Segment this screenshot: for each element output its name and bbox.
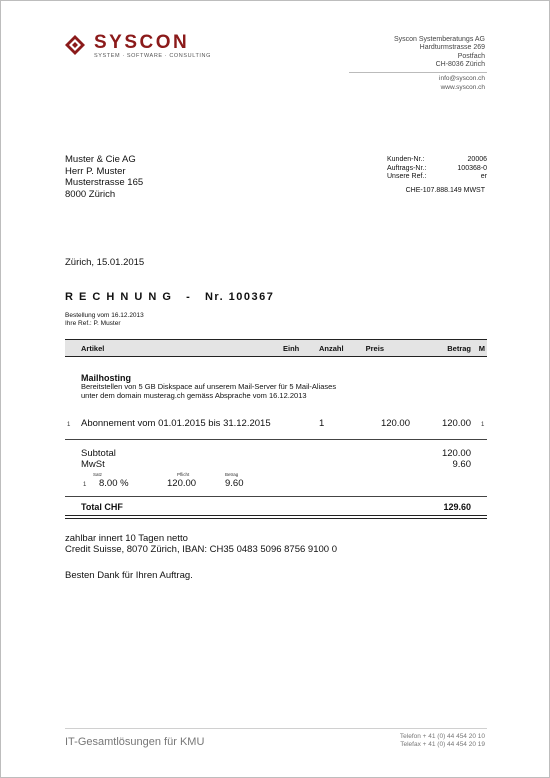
satz-label: Satz — [93, 472, 103, 477]
footer-slogan: IT-Gesamtlösungen für KMU — [65, 736, 205, 748]
pflicht-label: Pflicht — [177, 472, 190, 477]
col-m: M — [478, 344, 485, 353]
footer-phone: Telefon + 41 (0) 44 454 20 10 — [399, 733, 485, 740]
total-value: 129.60 — [443, 502, 471, 512]
recipient-city: 8000 Zürich — [65, 188, 116, 200]
tax-base: 120.00 — [167, 478, 197, 489]
tax-amount: 9.60 — [225, 478, 244, 489]
mwst-value: 9.60 — [452, 459, 471, 470]
col-einh: Einh — [283, 344, 300, 353]
col-betrag: Betrag — [447, 344, 471, 353]
table-header — [65, 340, 487, 356]
sender-street: Hardturmstrasse 269 — [419, 44, 485, 52]
sender-postbox: Postfach — [457, 52, 485, 60]
total-rule-2 — [65, 518, 487, 519]
header-divider — [349, 72, 487, 73]
sender-email[interactable]: info@syscon.ch — [439, 75, 485, 82]
row-m: 1 — [481, 422, 485, 428]
customer-value: 20006 — [467, 156, 487, 163]
invoice-title: R E C H N U N G - Nr. 100367 — [65, 291, 275, 303]
section-title: Mailhosting — [81, 373, 131, 383]
footer-divider — [65, 728, 487, 729]
brand-name: SYSCON — [94, 32, 190, 53]
ourref-value: er — [480, 173, 487, 181]
payment-terms: zahlbar innert 10 Tagen netto — [65, 533, 188, 544]
row-position: 1 — [67, 422, 71, 428]
order-reference: Bestellung vom 16.12.2013 — [65, 312, 144, 319]
bank-details: Credit Suisse, 8070 Zürich, IBAN: CH35 0483 5096 8756 9100 0 — [65, 544, 337, 555]
sender-address — [394, 36, 485, 69]
brand-tagline: SYSTEM · SOFTWARE · CONSULTING — [94, 53, 212, 59]
sender-city: CH-8036 Zürich — [435, 60, 485, 68]
footer-contact — [400, 733, 485, 750]
recipient-company: Muster & Cie AG — [65, 154, 136, 165]
ourref-label: Unsere Ref.: — [387, 173, 427, 181]
row-text: Abonnement vom 01.01.2015 bis 31.12.2015 — [81, 418, 271, 429]
items-bottom-rule — [65, 439, 487, 440]
tax-rate: 8.00 % — [99, 478, 129, 489]
betrag-label: Betrag — [225, 472, 239, 477]
your-reference: Ihre Ref.: P. Muster — [65, 320, 121, 328]
total-label: Total CHF — [81, 502, 123, 512]
table-header-rule — [65, 356, 487, 357]
col-artikel: Artikel — [81, 344, 105, 353]
total-top-rule — [65, 496, 487, 497]
mwst-label: MwSt — [81, 459, 105, 470]
col-anzahl: Anzahl — [319, 344, 344, 353]
row-amount: 120.00 — [441, 418, 471, 429]
order-value: 100368-0 — [457, 164, 487, 172]
invoice-meta — [387, 156, 487, 182]
customer-label: Kunden-Nr.: — [387, 156, 425, 163]
sender-web[interactable]: www.syscon.ch — [440, 83, 485, 91]
row-qty: 1 — [319, 418, 325, 429]
footer-fax: Telefax + 41 (0) 44 454 20 19 — [400, 741, 485, 749]
subtotal-label: Subtotal — [81, 448, 116, 459]
recipient-address — [65, 154, 143, 200]
recipient-contact: Herr P. Muster — [65, 165, 126, 177]
total-rule-1 — [65, 515, 487, 516]
invoice-date: Zürich, 15.01.2015 — [65, 257, 145, 268]
order-label: Auftrags-Nr.: — [387, 164, 427, 172]
section-description: Bereitstellen von 5 GB Diskspace auf unserem Mail-Server für 5 Mail-Aliases unter dem domain musterag.ch gemäss Absprache vom 16.12.2013 — [81, 382, 337, 400]
syscon-logo-icon — [65, 35, 85, 55]
col-preis: Preis — [365, 344, 384, 353]
sender-company: Syscon Systemberatungs AG — [393, 36, 485, 43]
thanks-note: Besten Dank für Ihren Auftrag. — [65, 570, 193, 581]
tax-code: 1 — [83, 482, 87, 488]
references — [65, 312, 144, 329]
recipient-street: Musterstrasse 165 — [65, 177, 144, 188]
vat-id: CHE-107.888.149 MWST — [405, 187, 485, 194]
sender-contact — [439, 75, 485, 92]
subtotal-value: 120.00 — [441, 448, 471, 459]
row-price: 120.00 — [380, 418, 410, 429]
